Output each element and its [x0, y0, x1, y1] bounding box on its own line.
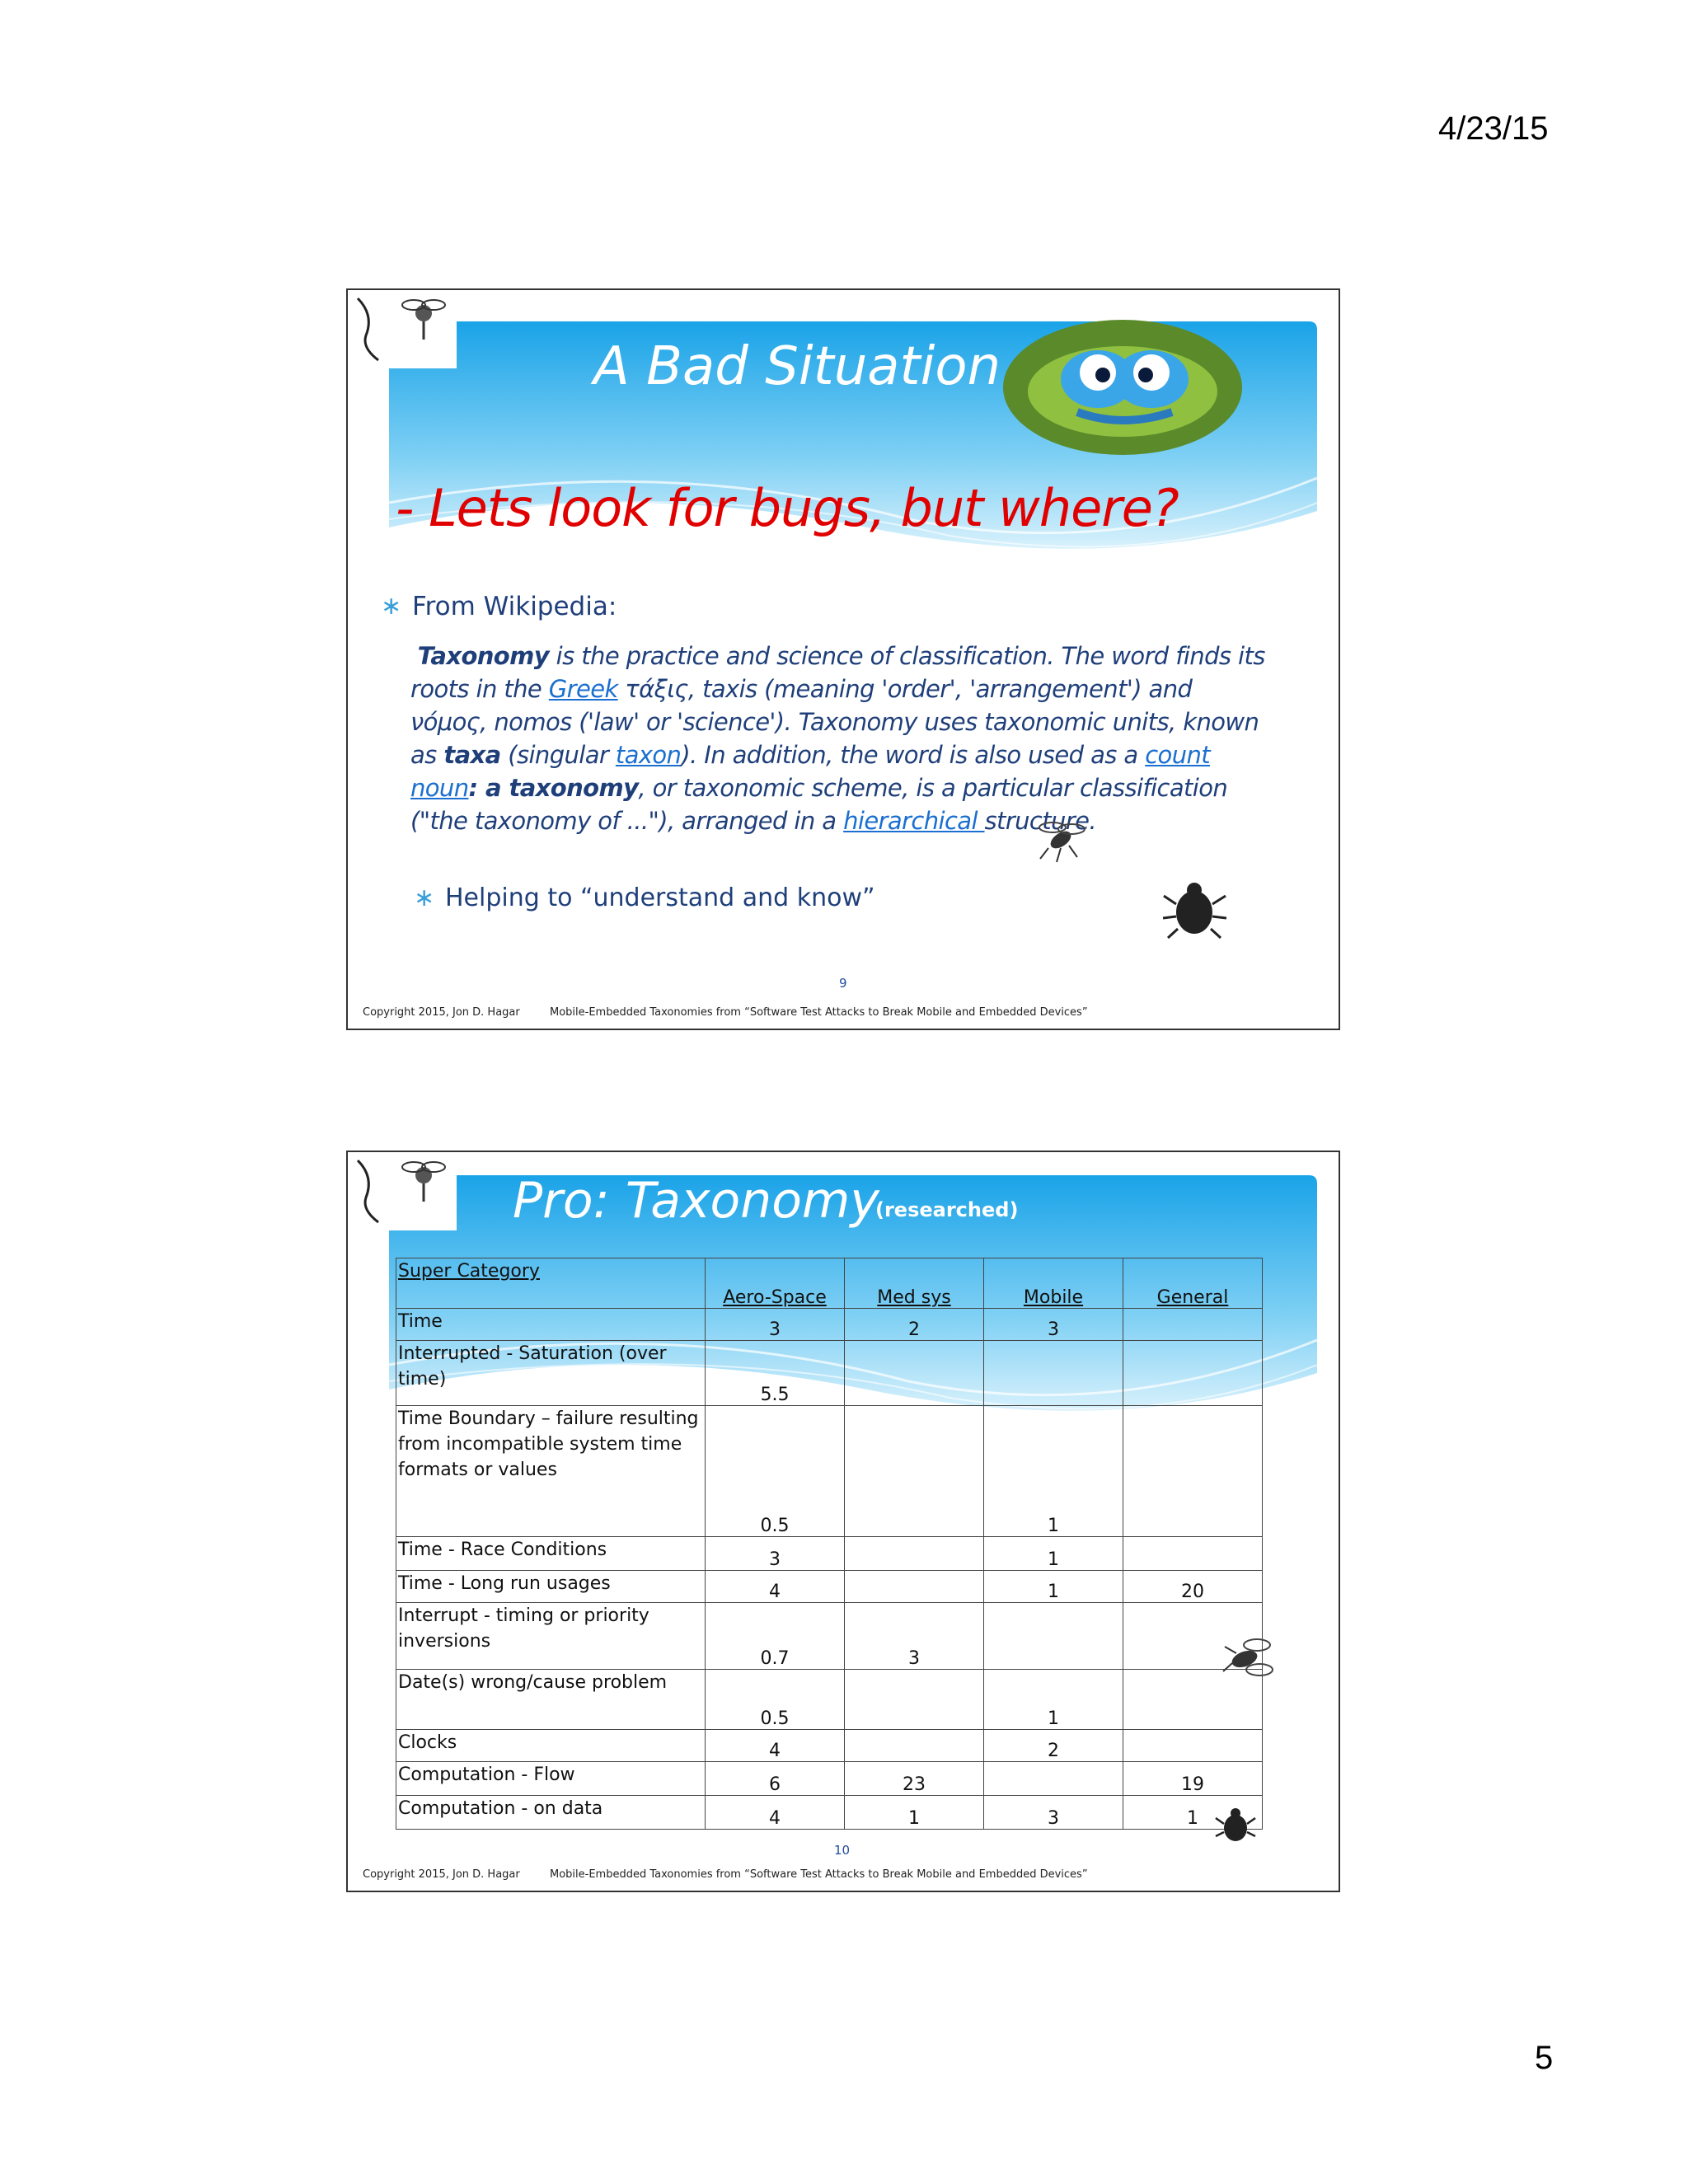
category-cell: Date(s) wrong/cause problem [396, 1670, 706, 1730]
value-cell: 1 [984, 1537, 1123, 1571]
value-cell: 3 [984, 1309, 1123, 1341]
quote-text: ). In addition, the word is also used as a [681, 741, 1146, 769]
category-cell: Time - Race Conditions [396, 1537, 706, 1571]
slide-number: 9 [839, 976, 847, 991]
wasp-icon [1032, 811, 1090, 865]
category-cell: Time - Long run usages [396, 1571, 706, 1603]
quote-text: τάξις, taxis (meaning 'order', 'arrangement') and νόμος, nomos ('law' or 'science'). Taxonomy uses taxonomic units, known as [410, 675, 1259, 769]
value-cell: 4 [706, 1730, 845, 1762]
asterisk-bullet-icon: ∗ [381, 592, 402, 621]
page-date: 4/23/15 [1438, 110, 1549, 147]
value-cell [984, 1341, 1123, 1406]
value-cell: 1 [984, 1670, 1123, 1730]
column-header-text: Med sys [877, 1287, 951, 1308]
value-cell [984, 1603, 1123, 1670]
value-cell: 1 [984, 1406, 1123, 1537]
column-header [1123, 1258, 1263, 1309]
value-cell: 0.5 [706, 1406, 845, 1537]
quote-term: taxa [443, 741, 501, 769]
value-cell: 2 [845, 1309, 984, 1341]
quote-term: Taxonomy [417, 642, 550, 670]
value-cell: 19 [1123, 1762, 1263, 1796]
fly-icon [1220, 1630, 1278, 1684]
quote-text: is the practice and science of classification. The word finds its roots in the [410, 642, 1265, 703]
footer-text: Mobile-Embedded Taxonomies from “Software Test Attacks to Break Mobile and Embedded Devices” [550, 1868, 1088, 1881]
value-cell: 23 [845, 1762, 984, 1796]
table-row [396, 1537, 1263, 1571]
table-header-row [396, 1258, 1263, 1309]
insect-corner-icon [349, 1152, 457, 1230]
value-cell [845, 1571, 984, 1603]
corner-label [396, 1258, 706, 1309]
table-row [396, 1571, 1263, 1603]
page-number: 5 [1535, 2040, 1554, 2076]
value-cell [1123, 1730, 1263, 1762]
column-header [845, 1258, 984, 1309]
value-cell: 20 [1123, 1571, 1263, 1603]
category-cell: Interrupted - Saturation (over time) [396, 1341, 706, 1406]
insect-corner-icon [349, 290, 457, 368]
value-cell: 1 [845, 1796, 984, 1830]
bullet-text: Helping to “understand and know” [445, 883, 875, 912]
slide-10 [346, 1151, 1340, 1892]
table-row [396, 1603, 1263, 1670]
corner-label-text: Super Category [398, 1261, 540, 1282]
table-row [396, 1309, 1263, 1341]
category-cell: Computation - Flow [396, 1762, 706, 1796]
value-cell: 3 [706, 1537, 845, 1571]
category-cell: Time Boundary – failure resulting from incompatible system time formats or values [396, 1406, 706, 1537]
value-cell: 1 [1123, 1796, 1263, 1830]
asterisk-bullet-icon: ∗ [414, 883, 435, 912]
value-cell [845, 1670, 984, 1730]
value-cell [845, 1730, 984, 1762]
value-cell: 4 [706, 1796, 845, 1830]
value-cell: 4 [706, 1571, 845, 1603]
slide-number: 10 [834, 1843, 851, 1858]
value-cell: 0.5 [706, 1670, 845, 1730]
hierarchical-link[interactable]: hierarchical [843, 807, 985, 835]
value-cell [845, 1537, 984, 1571]
value-cell: 1 [984, 1571, 1123, 1603]
slide-title: A Bad Situation [593, 336, 1001, 397]
footer-text: Mobile-Embedded Taxonomies from “Software Test Attacks to Break Mobile and Embedded Devices” [550, 1006, 1088, 1019]
beetle-icon [1160, 875, 1230, 941]
value-cell: 3 [984, 1796, 1123, 1830]
value-cell: 5.5 [706, 1341, 845, 1406]
category-cell: Interrupt - timing or priority inversions [396, 1603, 706, 1670]
copyright: Copyright 2015, Jon D. Hagar [363, 1868, 520, 1881]
table-row [396, 1762, 1263, 1796]
value-cell: 3 [845, 1603, 984, 1670]
table-row [396, 1341, 1263, 1406]
value-cell: 6 [706, 1762, 845, 1796]
copyright: Copyright 2015, Jon D. Hagar [363, 1006, 520, 1019]
slide-subtitle: - Lets look for bugs, but where? [396, 478, 1179, 538]
table-row [396, 1406, 1263, 1537]
title-note: (researched) [875, 1198, 1019, 1221]
category-cell: Computation - on data [396, 1796, 706, 1830]
cartoon-bug-icon [999, 313, 1246, 457]
value-cell: 2 [984, 1730, 1123, 1762]
column-header [706, 1258, 845, 1309]
quote-term: a taxonomy [485, 774, 639, 802]
value-cell: 3 [706, 1309, 845, 1341]
category-cell: Time [396, 1309, 706, 1341]
table-row [396, 1730, 1263, 1762]
quote-text: structure. [984, 807, 1097, 835]
value-cell [984, 1762, 1123, 1796]
count-noun-link[interactable]: count noun [410, 741, 1211, 802]
wikipedia-quote [410, 640, 1268, 837]
slide-title: Pro: Taxonomy [513, 1172, 879, 1230]
value-cell [1123, 1341, 1263, 1406]
table-row [396, 1670, 1263, 1730]
value-cell [845, 1341, 984, 1406]
quote-text: : [468, 774, 485, 802]
value-cell [1123, 1406, 1263, 1537]
table-row [396, 1796, 1263, 1830]
value-cell: 0.7 [706, 1603, 845, 1670]
quote-text: , or taxonomic scheme, is a particular classification ("the taxonomy of ..."), arranged in a [410, 774, 1228, 835]
value-cell [1123, 1309, 1263, 1341]
quote-text: (singular [500, 741, 616, 769]
column-header [984, 1258, 1123, 1309]
taxon-link[interactable]: taxon [615, 741, 682, 769]
slide-9 [346, 288, 1340, 1030]
value-cell [1123, 1537, 1263, 1571]
tick-bug-icon [1213, 1803, 1259, 1849]
bullet-text: From Wikipedia: [412, 592, 617, 621]
greek-link[interactable]: Greek [548, 675, 618, 703]
column-header-text: Aero-Space [723, 1287, 827, 1308]
column-header-text: Mobile [1023, 1287, 1084, 1308]
category-cell: Clocks [396, 1730, 706, 1762]
value-cell [845, 1406, 984, 1537]
column-header-text: General [1156, 1287, 1229, 1308]
taxonomy-table [396, 1258, 1263, 1830]
